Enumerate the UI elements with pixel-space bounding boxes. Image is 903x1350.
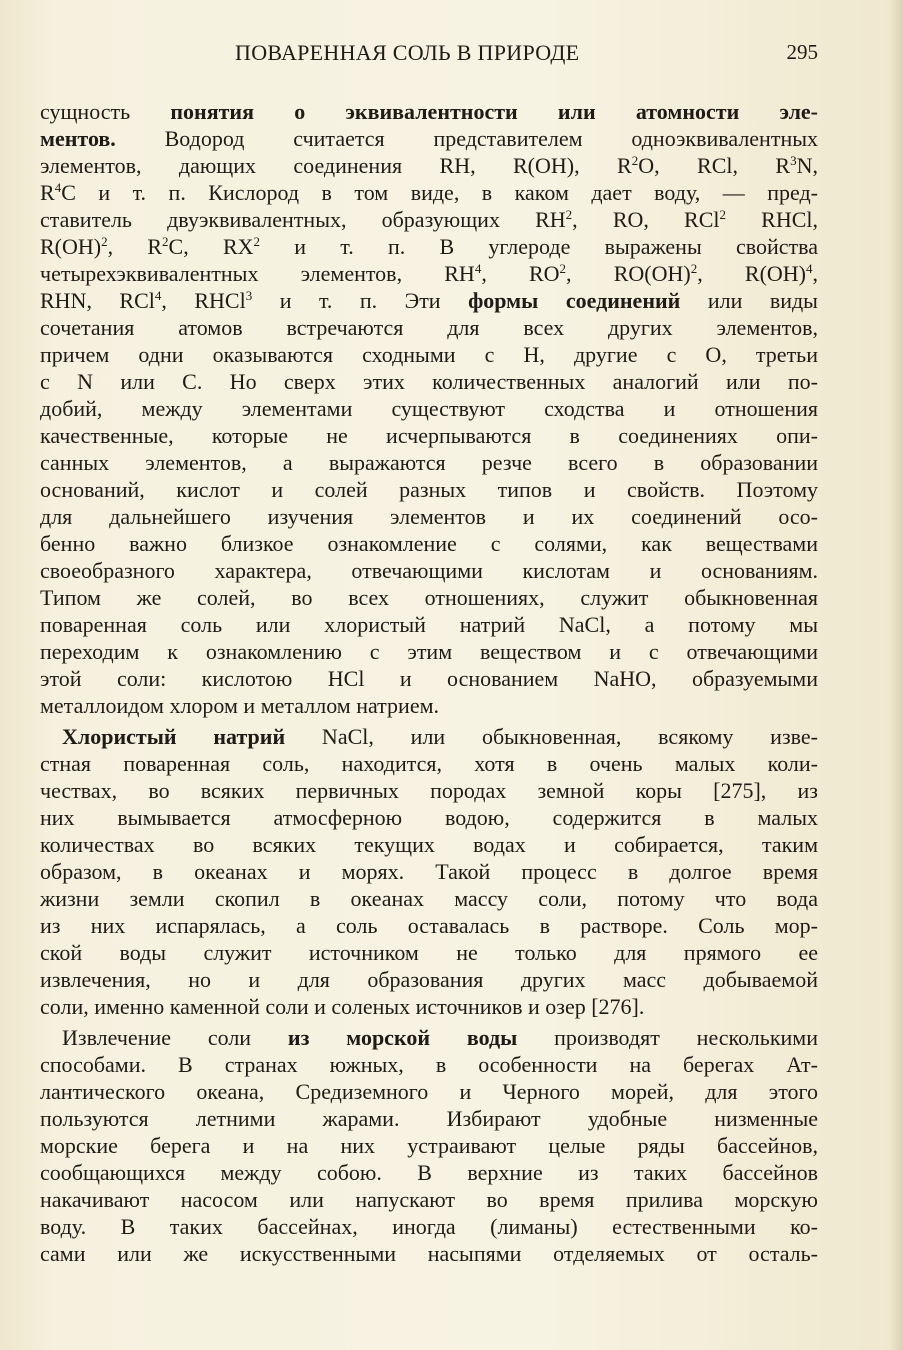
text-line [40, 98, 818, 125]
text-segment: воду. В таких бассейнах, иногда (лиманы) естественными ко- [40, 1214, 818, 1239]
text-segment: N, [796, 153, 818, 178]
superscript: 2 [631, 153, 639, 168]
text-segment: из них испарялась, а соль оставалась в растворе. Соль мор- [40, 913, 818, 938]
text-segment: лантического океана, Средиземного и Черного морей, для этого [40, 1079, 818, 1104]
text-segment: , RO(OH) [566, 261, 691, 286]
text-line [40, 1132, 818, 1159]
page-number: 295 [786, 40, 818, 64]
text-line [40, 206, 818, 233]
text-segment: производят несколькими [517, 1025, 818, 1050]
text-segment: чествах, во всяких первичных породах земной коры [275], из [40, 778, 818, 803]
superscript: 2 [690, 261, 698, 276]
text-segment: R [40, 180, 55, 205]
text-line [40, 638, 818, 665]
text-segment: переходим к ознакомлению с этим веществом и с отвечающими [40, 639, 818, 664]
text-segment: сообщающихся между собою. В верхние из таких бассейнов [40, 1160, 818, 1185]
bold-text: из морской воды [287, 1025, 518, 1050]
text-line [40, 993, 818, 1020]
text-line [40, 233, 818, 260]
superscript: 2 [559, 261, 567, 276]
text-segment: ставитель двуэквивалентных, образующих RH [40, 207, 566, 232]
text-line [40, 1105, 818, 1132]
text-segment: них вымывается атмосферною водою, содержится в малых [40, 805, 818, 830]
text-segment: NaCl, или обыкновенная, всякому изве- [285, 724, 818, 749]
paragraph [40, 723, 818, 1020]
superscript: 4 [806, 261, 813, 276]
text-segment: сочетания атомов встречаются для всех других элементов, [40, 315, 818, 340]
text-line [40, 287, 818, 314]
text-line [40, 1078, 818, 1105]
text-line [40, 912, 818, 939]
text-segment: , RO [481, 261, 560, 286]
text-segment: извлечения, но и для образования других масс добываемой [40, 967, 818, 992]
body-text [40, 98, 818, 1267]
text-line [40, 422, 818, 449]
text-segment: образом, в океанах и морях. Такой процесс в долгое время [40, 859, 818, 884]
bold-text: формы соединений [468, 288, 681, 313]
text-line [40, 1051, 818, 1078]
text-segment: соли, именно каменной соли и соленых источников и озер [276]. [40, 994, 645, 1019]
page-edge-shadow [889, 0, 903, 1350]
text-line [40, 804, 818, 831]
text-segment: R(OH) [40, 234, 102, 259]
text-segment: , RO, RCl [572, 207, 720, 232]
text-segment: и т. п. В углероде выражены свойства [260, 234, 818, 259]
page-header [40, 40, 818, 70]
text-segment: четырехэквивалентных элементов, RH [40, 261, 475, 286]
text-line [40, 939, 818, 966]
text-segment: элементов, дающих соединения RH, R(OH), R [40, 153, 632, 178]
text-segment: C, RX [168, 234, 254, 259]
paragraph [40, 98, 818, 719]
text-line [40, 341, 818, 368]
superscript: 3 [790, 153, 797, 168]
text-segment: морские берега и на них устраивают целые ряды бассейнов, [40, 1133, 818, 1158]
text-segment: RHCl, [726, 207, 818, 232]
text-line [40, 1240, 818, 1267]
running-title: ПОВАРЕННАЯ СОЛЬ В ПРИРОДЕ [235, 40, 580, 65]
superscript: 4 [54, 180, 62, 195]
text-segment: способами. В странах южных, в особенности на берегах Ат- [40, 1052, 818, 1077]
superscript: 2 [101, 234, 108, 249]
text-line [40, 584, 818, 611]
text-segment: этой соли: кислотою HCl и основанием NaHO, образуемыми [40, 666, 818, 691]
text-segment: качественные, которые не исчерпываются в соединениях опи- [40, 423, 818, 448]
bold-text: понятия о эквивалентности или атомности эле- [170, 99, 818, 124]
bold-text: Хлористый натрий [62, 724, 286, 749]
text-segment: C и т. п. Кислород в том виде, в каком дает воду, — пред- [61, 180, 818, 205]
text-segment: оснований, кислот и солей разных типов и свойств. Поэтому [40, 477, 818, 502]
text-line [40, 1186, 818, 1213]
text-segment: O, RCl, R [638, 153, 791, 178]
text-segment: с N или C. Но сверх этих количественных аналогий или по- [40, 369, 818, 394]
text-line [40, 723, 818, 750]
text-line [40, 885, 818, 912]
text-segment: сами или же искусственными насыпями отделяемых от осталь- [40, 1241, 818, 1266]
text-line [40, 750, 818, 777]
text-segment: для дальнейшего изучения элементов и их соединений осо- [40, 504, 818, 529]
text-line [40, 314, 818, 341]
text-line [40, 692, 818, 719]
bold-text: ментов. [40, 126, 116, 151]
superscript: 2 [253, 234, 261, 249]
text-segment: сущность [40, 99, 171, 124]
superscript: 4 [474, 261, 482, 276]
text-segment: накачивают насосом или напускают во время прилива морскую [40, 1187, 818, 1212]
text-segment: своеобразного характера, отвечающими кислотам и основаниям. [40, 558, 818, 583]
text-segment: металлоидом хлором и металлом натрием. [40, 693, 440, 718]
text-segment: RHN, RCl [40, 288, 155, 313]
text-line [40, 152, 818, 179]
text-segment: Извлечение соли [62, 1025, 288, 1050]
text-segment: причем одни оказываются сходными с H, другие с O, третьи [40, 342, 818, 367]
text-segment: , R [107, 234, 163, 259]
text-line [40, 368, 818, 395]
text-segment: жизни земли скопил в океанах массу соли, потому что вода [40, 886, 818, 911]
text-line [40, 665, 818, 692]
text-line [40, 777, 818, 804]
superscript: 2 [719, 207, 726, 222]
text-line [40, 831, 818, 858]
superscript: 3 [245, 288, 253, 303]
paragraph [40, 1024, 818, 1267]
superscript: 4 [154, 288, 162, 303]
text-segment: санных элементов, а выражаются резче всего в образовании [40, 450, 818, 475]
text-line [40, 611, 818, 638]
text-segment: , [812, 261, 818, 286]
text-line [40, 395, 818, 422]
text-line [40, 449, 818, 476]
text-line [40, 1159, 818, 1186]
text-segment: , R(OH) [697, 261, 806, 286]
text-segment: пользуются летними жарами. Избирают удобные низменные [40, 1106, 818, 1131]
text-line [40, 530, 818, 557]
text-segment: стная поваренная соль, находится, хотя в очень малых коли- [40, 751, 818, 776]
text-line [40, 179, 818, 206]
text-line [40, 966, 818, 993]
text-segment: Типом же солей, во всех отношениях, служит обыкновенная [40, 585, 818, 610]
text-segment: ской воды служит источником не только для прямого ее [40, 940, 818, 965]
text-segment: , RHCl [161, 288, 246, 313]
superscript: 2 [565, 207, 573, 222]
superscript: 2 [162, 234, 169, 249]
text-segment: Водород считается представителем одноэквивалентных [115, 126, 818, 151]
text-segment: и т. п. Эти [252, 288, 469, 313]
text-line [40, 476, 818, 503]
text-line [40, 1024, 818, 1051]
text-segment: или виды [680, 288, 818, 313]
text-segment: количествах во всяких текущих водах и собирается, таким [40, 832, 818, 857]
text-line [40, 260, 818, 287]
text-segment: добий, между элементами существуют сходства и отношения [40, 396, 818, 421]
text-segment: бенно важно близкое ознакомление с солями, как веществами [40, 531, 818, 556]
text-line [40, 858, 818, 885]
text-line [40, 125, 818, 152]
text-line [40, 557, 818, 584]
text-line [40, 503, 818, 530]
text-segment: поваренная соль или хлористый натрий NaCl, а потому мы [40, 612, 818, 637]
text-line [40, 1213, 818, 1240]
